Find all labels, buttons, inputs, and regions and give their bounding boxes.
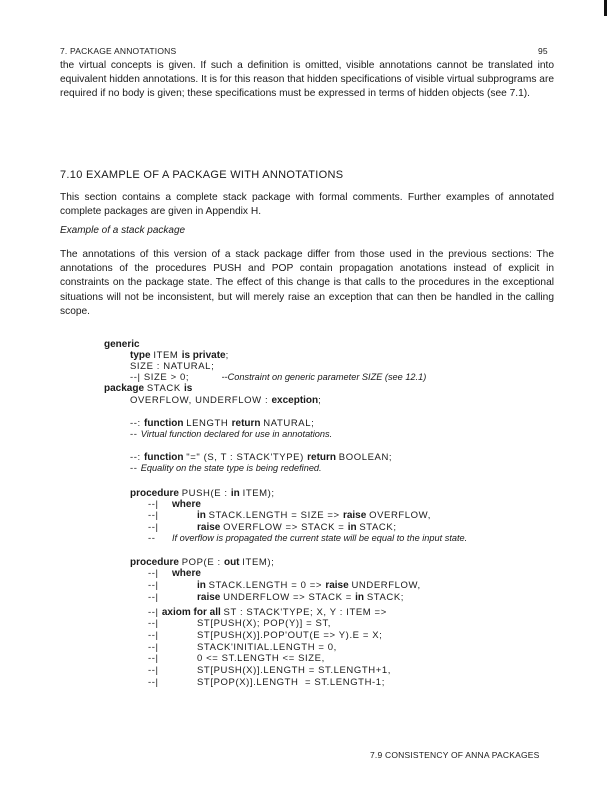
running-header: 7. PACKAGE ANNOTATIONS (60, 46, 177, 56)
code-text: ST[PUSH(X)].POP'OUT(E => Y).E = X; (197, 630, 383, 641)
keyword: in (355, 592, 367, 603)
code-text: STACK; (359, 522, 397, 533)
subheading: Example of a stack package (60, 225, 186, 236)
code-line (197, 592, 404, 603)
keyword: return (231, 418, 264, 429)
annotation-prefix: --| (148, 499, 159, 510)
keyword: function (144, 452, 187, 463)
code-line (197, 522, 397, 533)
keyword: type (130, 350, 154, 361)
code-line (172, 533, 467, 544)
paragraph: the virtual concepts is given. If such a definition is omitted, visible annotations cannot be translated into equivalent hidden annotations. It is for this reason that hidden specifications of visible virtual subprograms are required if no body is given; these specifications must be expressed in terms of hidden objects (see 7.1). (60, 60, 554, 100)
running-footer: 7.9 CONSISTENCY OF ANNA PACKAGES (370, 750, 540, 760)
code-text: LENGTH (186, 418, 232, 429)
code-line (197, 618, 331, 629)
code-text: ST : STACK'TYPE; X, Y : ITEM => (223, 607, 387, 618)
code-line (197, 665, 391, 676)
code-text: ; (225, 350, 229, 361)
code-line (130, 557, 274, 568)
section-title: 7.10 EXAMPLE OF A PACKAGE WITH ANNOTATIONS (60, 169, 344, 181)
code-line (172, 568, 201, 579)
code-text: -- (130, 429, 141, 440)
code-line (197, 642, 337, 653)
code-line (197, 630, 382, 641)
code-line (130, 463, 322, 474)
code-text: ST[POP(X)].LENGTH = ST.LENGTH-1; (197, 677, 385, 688)
code-text: STACK'INITIAL.LENGTH = 0, (197, 642, 337, 653)
code-text: STACK.LENGTH = SIZE => (208, 510, 343, 521)
code-line (104, 383, 192, 394)
code-text: OVERFLOW => STACK = (223, 522, 348, 533)
annotation-prefix: --| (148, 568, 159, 579)
paragraph: The annotations of this version of a stack package differ from those used in the previous sections: The annotations of the procedures PUSH and POP contain propagation anotations instead of explicit in constraints on the package state. The effect of this change is that calls to the procedures in the exceptional situations will not be inconsistent, but will merely raise an exception that can then be handled in the calling scope. (60, 249, 554, 317)
keyword: axiom for all (161, 607, 224, 618)
code-line (172, 499, 201, 510)
code-text: ST[PUSH(X); POP(Y)] = ST, (197, 618, 332, 629)
code-text: --| SIZE > 0; (130, 372, 222, 383)
code-line (130, 418, 314, 429)
code-line (130, 395, 321, 406)
keyword: in (197, 580, 209, 591)
code-text: ST[PUSH(X)].LENGTH = ST.LENGTH+1, (197, 665, 392, 676)
code-line (197, 580, 421, 591)
code-text: OVERFLOW, UNDERFLOW : (130, 395, 272, 406)
annotation-prefix: --| (148, 630, 159, 641)
page-number: 95 (538, 46, 548, 56)
code-text: POP(E : (181, 557, 224, 568)
code-text: SIZE : NATURAL; (130, 361, 215, 372)
code-text: UNDERFLOW, (351, 580, 421, 591)
comment: If overflow is propagated the current state will be equal to the input state. (172, 533, 468, 543)
code-text: "=" (S, T : STACK'TYPE) (186, 452, 308, 463)
keyword: generic (104, 339, 140, 350)
code-text: ; (318, 395, 322, 406)
comment: --Constraint on generic parameter SIZE (see 12.1) (221, 372, 427, 382)
keyword: return (307, 452, 339, 463)
keyword: is private (181, 350, 226, 361)
code-line (130, 429, 332, 440)
keyword: package (104, 383, 147, 394)
code-text: ITEM); (242, 488, 275, 499)
annotation-prefix: --| (148, 522, 159, 533)
code-line (197, 653, 325, 664)
keyword: raise (342, 510, 370, 521)
code-text: STACK.LENGTH = 0 => (208, 580, 326, 591)
code-text: ITEM (153, 350, 182, 361)
code-text: --| (148, 607, 162, 618)
comment: Equality on the state type is being redefined. (140, 463, 322, 473)
annotation-prefix: --| (148, 592, 159, 603)
code-text: STACK (146, 383, 185, 394)
keyword: raise (197, 592, 224, 603)
keyword: exception (271, 395, 319, 406)
keyword: is (184, 383, 193, 394)
keyword: procedure (130, 488, 182, 499)
code-line (130, 372, 426, 383)
keyword: raise (197, 522, 224, 533)
code-text: BOOLEAN; (338, 452, 393, 463)
code-text: 0 <= ST.LENGTH <= SIZE, (197, 653, 325, 664)
code-line (148, 607, 387, 618)
code-text: -- (130, 463, 141, 474)
annotation-prefix: --| (148, 653, 159, 664)
keyword: in (230, 488, 243, 499)
code-line (130, 488, 275, 499)
keyword: where (172, 568, 201, 579)
keyword: in (197, 510, 209, 521)
annotation-prefix: --| (148, 665, 159, 676)
code-text: STACK; (366, 592, 405, 603)
keyword: raise (325, 580, 352, 591)
keyword: in (347, 522, 360, 533)
code-text: --: (130, 452, 145, 463)
comment: Virtual function declared for use in annotations. (140, 429, 333, 439)
code-text: OVERFLOW, (369, 510, 431, 521)
code-line (130, 350, 229, 361)
code-line (130, 452, 392, 463)
code-text: UNDERFLOW => STACK = (223, 592, 356, 603)
code-text: ITEM); (242, 557, 275, 568)
code-line (104, 339, 140, 350)
keyword: where (172, 499, 201, 510)
code-line (130, 361, 214, 372)
keyword: procedure (130, 557, 182, 568)
keyword: out (223, 557, 243, 568)
annotation-prefix: --| (148, 510, 159, 521)
code-text: NATURAL; (263, 418, 315, 429)
code-text: PUSH(E : (181, 488, 231, 499)
paragraph: This section contains a complete stack package with formal comments. Further examples of annotated complete packages are given in Appendix H. (60, 192, 554, 218)
keyword: function (144, 418, 187, 429)
code-text: --: (130, 418, 145, 429)
annotation-prefix: --| (148, 642, 159, 653)
annotation-prefix: --| (148, 677, 159, 688)
code-line (197, 677, 385, 688)
annotation-prefix: --| (148, 580, 159, 591)
scan-edge-mark (604, 0, 607, 16)
annotation-prefix: -- (148, 533, 156, 544)
annotation-prefix: --| (148, 618, 159, 629)
code-line (197, 510, 431, 521)
